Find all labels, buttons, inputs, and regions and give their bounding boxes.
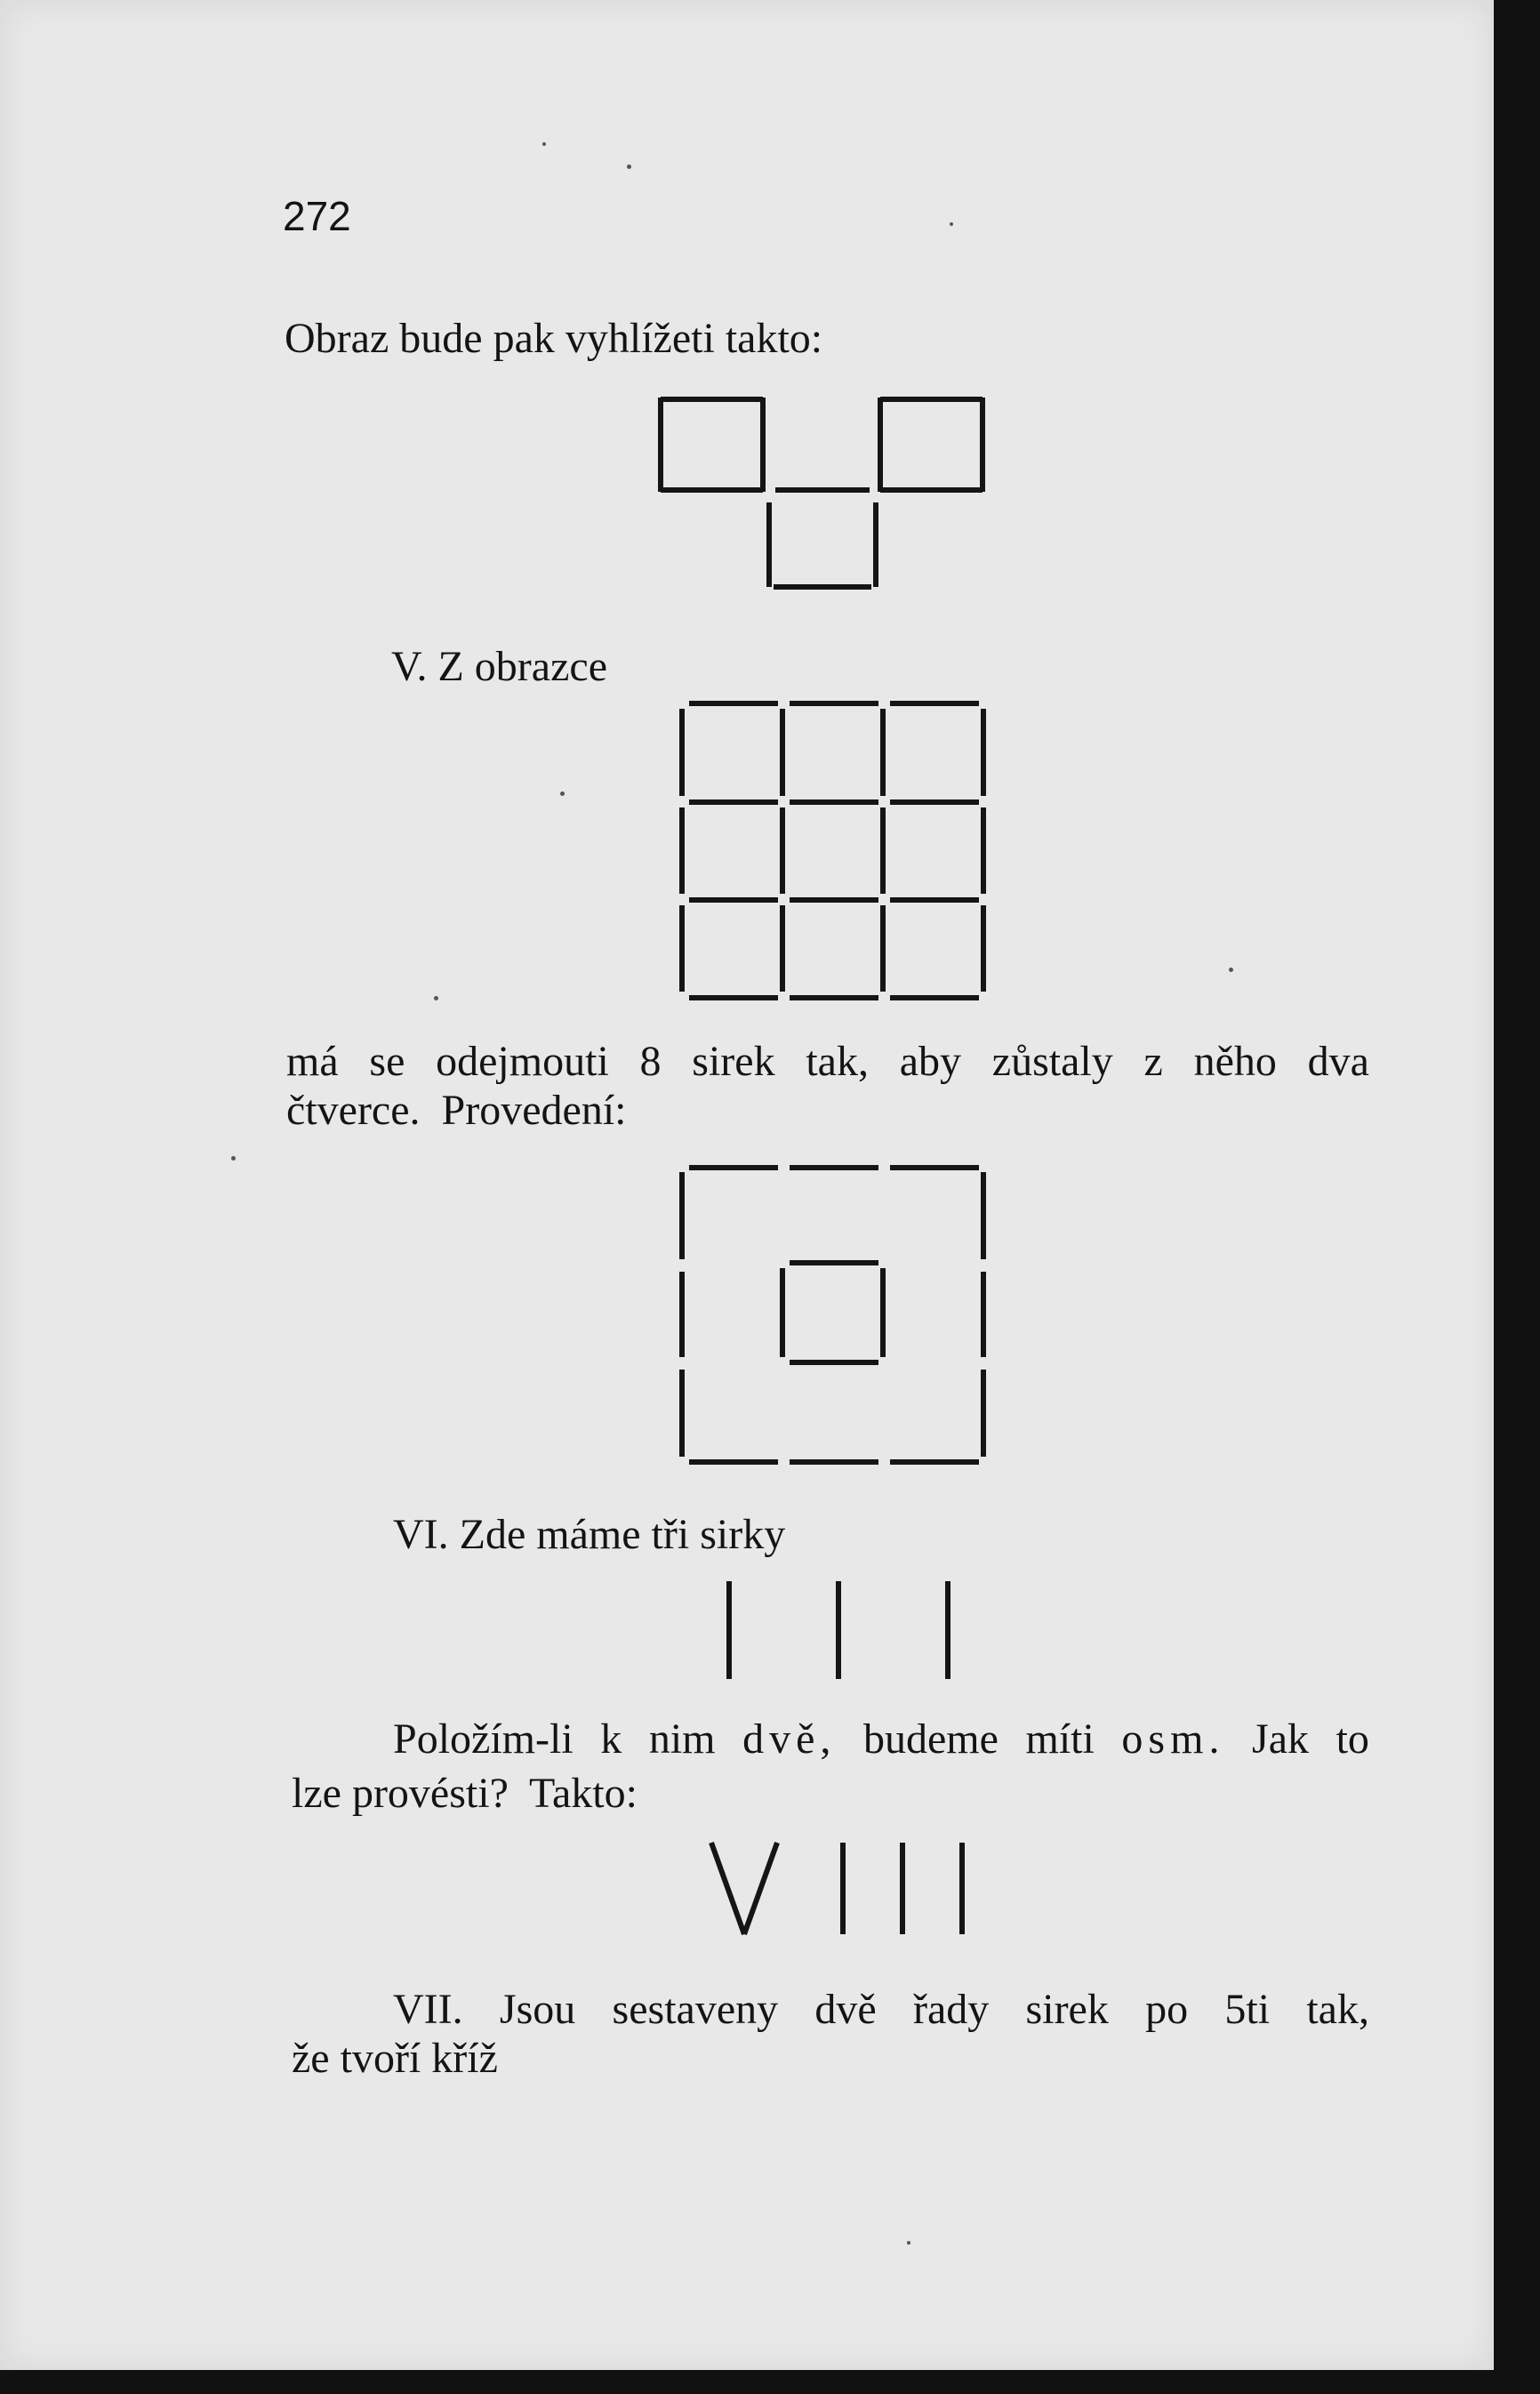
- section-5-line-2: čtverce. Provedení:: [286, 1087, 627, 1134]
- section-6-line-2: lze provésti? Takto:: [292, 1770, 638, 1817]
- speck: [907, 2241, 910, 2245]
- page-edge-bottom: [0, 2370, 1540, 2394]
- speck: [542, 142, 546, 146]
- section-6-heading: VI. Zde máme tři sirky: [393, 1511, 786, 1558]
- section-5-line-1: má se odejmouti 8 sirek tak, aby zůstaly z něho dva: [286, 1038, 1369, 1085]
- paragraph-intro: Obraz bude pak vyhlížeti takto:: [285, 315, 823, 362]
- section-7-line-1: VII. Jsou sestaveny dvě řady sirek po 5ti tak,: [393, 1986, 1369, 2033]
- speck: [231, 1156, 236, 1161]
- page-number: 272: [283, 193, 351, 239]
- page-edge-right: [1494, 0, 1540, 2394]
- speck: [434, 996, 438, 1000]
- speck: [627, 165, 631, 169]
- section-7-line-2: že tvoří kříž: [292, 2035, 498, 2082]
- section-6-line-1: Položím-li k nim dvě, budeme míti osm. Jak to: [393, 1715, 1369, 1763]
- speck: [560, 791, 565, 796]
- section-5-heading: V. Z obrazce: [391, 643, 607, 690]
- speck: [1229, 968, 1233, 972]
- speck: [950, 222, 953, 226]
